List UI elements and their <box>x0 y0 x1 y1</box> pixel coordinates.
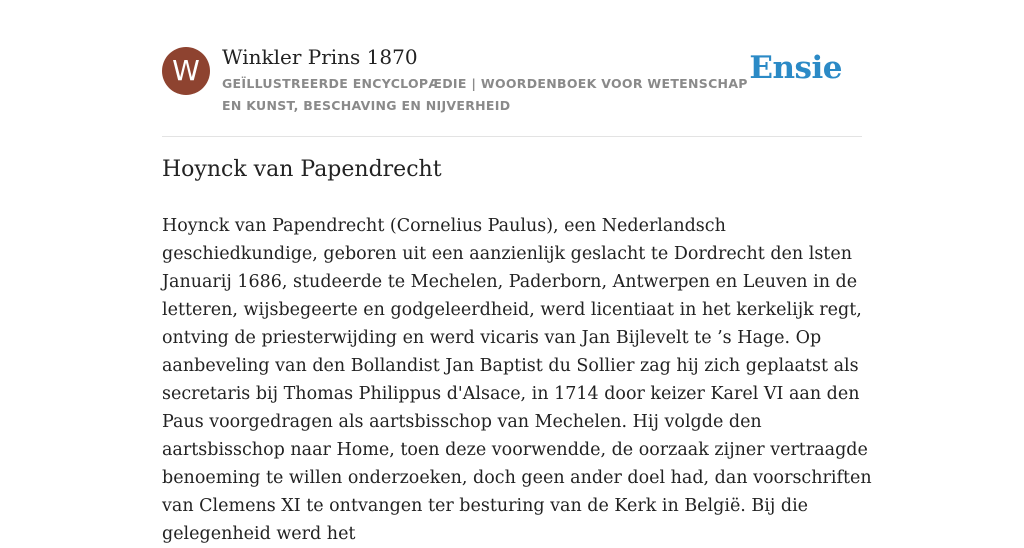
ensie-logo-link[interactable]: Ensie <box>749 50 842 86</box>
article-title: Hoynck van Papendrecht <box>162 157 442 182</box>
article-body: Hoynck van Papendrecht (Cornelius Paulus), een Nederlandsch geschiedkundige, geboren uit een aanzienlijk geslacht te Dordrecht den lsten Januarij 1686, studeerde te Mechelen, Paderborn, Antwerpen en Leuven in de letteren, wijsbegeerte en godgeleerdheid, werd licentiaat in het kerkelijk regt, ontving de priesterwijding en werd vicaris van Jan Bijlevelt te ’s Hage. Op aanbeveling van den Bollandist Jan Baptist du Sollier zag hij zich geplaatst als secretaris bij Thomas Philippus d'Alsace, in 1714 door keizer Karel VI aan den Paus voorgedragen als aartsbisschop van Mechelen. Hij volgde den aartsbisschop naar Home, toen deze voorwendde, de oorzaak zijner vertraagde benoeming te willen onderzoeken, doch geen ander doel had, dan voorschriften van Clemens XI te ontvangen ter besturing van de Kerk in België. Bij die gelegenheid werd het <box>162 216 872 544</box>
source-avatar[interactable]: W <box>162 47 210 95</box>
source-subtitle: GEÏLLUSTREERDE ENCYCLOPÆDIE | WOORDENBOEK VOOR WETENSCHAP EN KUNST, BESCHAVING EN NIJVERHEID <box>222 76 748 113</box>
source-title[interactable]: Winkler Prins 1870 <box>222 45 418 69</box>
source-header <box>162 44 862 137</box>
